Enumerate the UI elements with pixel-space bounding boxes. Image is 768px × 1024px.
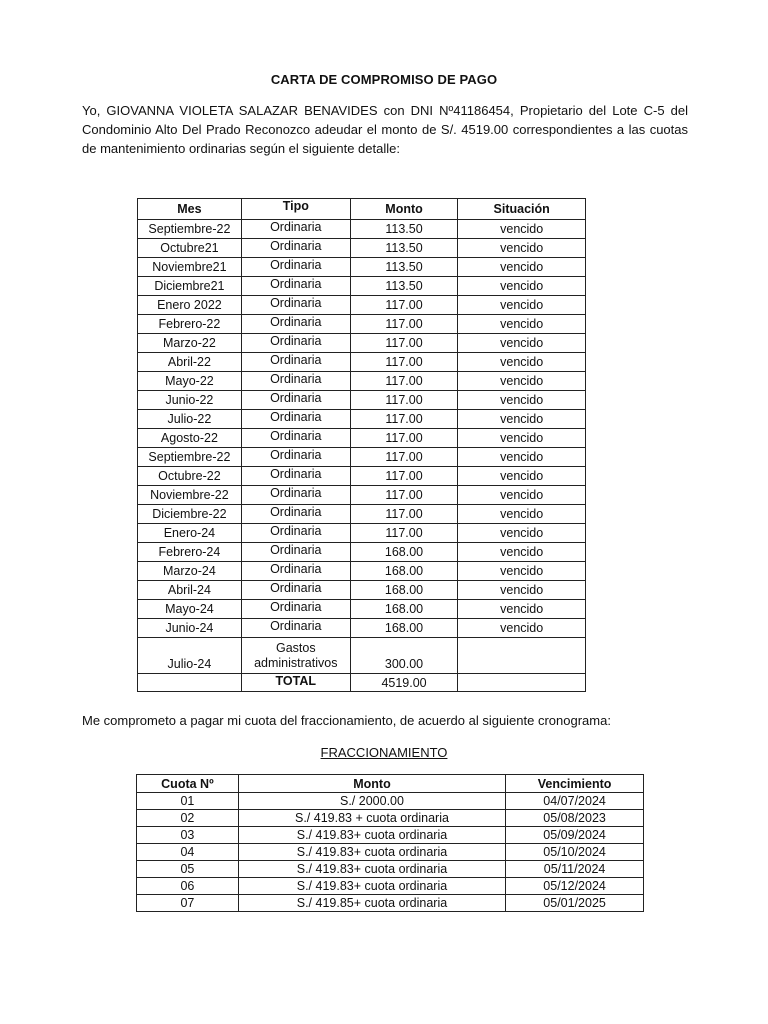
situacion-cell: vencido [458, 619, 586, 638]
monto-cell: 117.00 [350, 296, 458, 315]
vencimiento-cell: 05/11/2024 [506, 861, 644, 878]
table-row [138, 429, 586, 448]
table-row [137, 878, 644, 895]
monto-cell: 168.00 [350, 600, 458, 619]
situacion-cell: vencido [458, 334, 586, 353]
total-label: TOTAL [241, 674, 350, 692]
gastos-row [138, 638, 586, 674]
vencimiento-cell: 05/01/2025 [506, 895, 644, 912]
situacion-cell: vencido [458, 315, 586, 334]
vencimiento-cell: 05/09/2024 [506, 827, 644, 844]
tipo-cell: Ordinaria [241, 600, 350, 619]
monto-cell: S./ 2000.00 [238, 793, 505, 810]
mes-cell: Diciembre-22 [138, 505, 242, 524]
situacion-cell: vencido [458, 410, 586, 429]
situacion-cell: vencido [458, 220, 586, 239]
mes-cell: Octubre-22 [138, 467, 242, 486]
schedule-title: FRACCIONAMIENTO [320, 745, 448, 760]
situacion-cell: vencido [458, 277, 586, 296]
situacion-cell: vencido [458, 505, 586, 524]
mes-cell: Septiembre-22 [138, 448, 242, 467]
monto-cell: 117.00 [350, 410, 458, 429]
tipo-cell: Ordinaria [241, 391, 350, 410]
situacion-cell: vencido [458, 372, 586, 391]
total-row [138, 674, 586, 692]
schedule-table-body [137, 793, 644, 912]
table-row [137, 827, 644, 844]
mes-cell: Febrero-22 [138, 315, 242, 334]
monto-cell: 113.50 [350, 277, 458, 296]
monto-cell: 117.00 [350, 353, 458, 372]
table-row [138, 505, 586, 524]
total-empty-cell-2 [458, 674, 586, 692]
table-row [138, 220, 586, 239]
header-vencimiento: Vencimiento [506, 775, 644, 793]
situacion-cell: vencido [458, 239, 586, 258]
tipo-cell: Ordinaria [241, 543, 350, 562]
tipo-cell: Ordinaria [241, 410, 350, 429]
detail-header-row [138, 199, 586, 220]
table-row [137, 793, 644, 810]
total-empty-cell [138, 674, 242, 692]
table-row [138, 448, 586, 467]
mes-cell: Junio-24 [138, 619, 242, 638]
cuota-cell: 02 [137, 810, 239, 827]
situacion-cell: vencido [458, 581, 586, 600]
table-row [137, 810, 644, 827]
cuota-cell: 05 [137, 861, 239, 878]
vencimiento-cell: 05/12/2024 [506, 878, 644, 895]
monto-cell: 168.00 [350, 562, 458, 581]
tipo-cell: Ordinaria [241, 277, 350, 296]
situacion-cell: vencido [458, 296, 586, 315]
header-cuota: Cuota Nº [137, 775, 239, 793]
cuota-cell: 07 [137, 895, 239, 912]
situacion-cell: vencido [458, 429, 586, 448]
situacion-cell: vencido [458, 353, 586, 372]
table-row [137, 861, 644, 878]
monto-cell: S./ 419.85+ cuota ordinaria [238, 895, 505, 912]
mes-cell: Enero-24 [138, 524, 242, 543]
monto-cell: 117.00 [350, 524, 458, 543]
table-row [138, 334, 586, 353]
tipo-cell: Ordinaria [241, 486, 350, 505]
gastos-monto: 300.00 [350, 638, 458, 674]
schedule-header-row [137, 775, 644, 793]
table-row [138, 600, 586, 619]
monto-cell: 113.50 [350, 220, 458, 239]
table-row [137, 844, 644, 861]
mes-cell: Abril-24 [138, 581, 242, 600]
header-mes: Mes [138, 199, 242, 220]
tipo-cell: Ordinaria [241, 353, 350, 372]
monto-cell: 117.00 [350, 505, 458, 524]
table-row [138, 562, 586, 581]
monto-cell: 168.00 [350, 543, 458, 562]
situacion-cell: vencido [458, 524, 586, 543]
tipo-cell: Ordinaria [241, 429, 350, 448]
situacion-cell: vencido [458, 486, 586, 505]
situacion-cell: vencido [458, 391, 586, 410]
gastos-tipo-line2: administrativos [254, 655, 338, 670]
monto-cell: 113.50 [350, 239, 458, 258]
table-row [138, 486, 586, 505]
mes-cell: Diciembre21 [138, 277, 242, 296]
mes-cell: Noviembre21 [138, 258, 242, 277]
installment-schedule-table [136, 774, 644, 912]
tipo-cell: Ordinaria [241, 581, 350, 600]
mes-cell: Marzo-24 [138, 562, 242, 581]
tipo-cell: Ordinaria [241, 315, 350, 334]
table-row [138, 581, 586, 600]
monto-cell: 117.00 [350, 467, 458, 486]
gastos-tipo-line1: Gastos [275, 640, 316, 655]
monto-cell: 117.00 [350, 391, 458, 410]
monto-cell: S./ 419.83+ cuota ordinaria [238, 878, 505, 895]
monto-cell: S./ 419.83+ cuota ordinaria [238, 844, 505, 861]
cuota-cell: 06 [137, 878, 239, 895]
monto-cell: S./ 419.83+ cuota ordinaria [238, 861, 505, 878]
situacion-cell: vencido [458, 467, 586, 486]
table-row [138, 296, 586, 315]
monto-cell: 168.00 [350, 581, 458, 600]
vencimiento-cell: 05/08/2023 [506, 810, 644, 827]
table-row [138, 258, 586, 277]
monto-cell: 113.50 [350, 258, 458, 277]
tipo-cell: Ordinaria [241, 562, 350, 581]
tipo-cell: Ordinaria [241, 372, 350, 391]
table-row [138, 467, 586, 486]
table-row [137, 895, 644, 912]
tipo-cell: Ordinaria [241, 505, 350, 524]
mes-cell: Noviembre-22 [138, 486, 242, 505]
tipo-cell: Ordinaria [241, 258, 350, 277]
table-row [138, 353, 586, 372]
situacion-cell: vencido [458, 600, 586, 619]
situacion-cell: vencido [458, 543, 586, 562]
intro-paragraph: Yo, GIOVANNA VIOLETA SALAZAR BENAVIDES con DNI Nº41186454, Propietario del Lote C-5 del Condominio Alto Del Prado Reconozco adeudar el monto de S/. 4519.00 correspondientes a las cuotas de mantenimiento ordinarias según el siguiente detalle: [82, 103, 688, 156]
monto-cell: 117.00 [350, 486, 458, 505]
header-monto: Monto [350, 199, 458, 220]
gastos-situacion [458, 638, 586, 674]
table-row [138, 619, 586, 638]
monto-cell: 168.00 [350, 619, 458, 638]
tipo-cell: Ordinaria [241, 524, 350, 543]
tipo-cell: Ordinaria [241, 296, 350, 315]
monto-cell: 117.00 [350, 334, 458, 353]
monto-cell: S./ 419.83+ cuota ordinaria [238, 827, 505, 844]
commitment-text: Me comprometo a pagar mi cuota del fraccionamiento, de acuerdo al siguiente cronograma: [82, 713, 611, 728]
monto-cell: 117.00 [350, 448, 458, 467]
mes-cell: Febrero-24 [138, 543, 242, 562]
detail-table-body [138, 220, 586, 638]
mes-cell: Mayo-24 [138, 600, 242, 619]
table-row [138, 277, 586, 296]
situacion-cell: vencido [458, 448, 586, 467]
header-situacion: Situación [458, 199, 586, 220]
monto-cell: 117.00 [350, 429, 458, 448]
table-row [138, 315, 586, 334]
tipo-cell: Ordinaria [241, 448, 350, 467]
tipo-cell: Ordinaria [241, 239, 350, 258]
cuota-cell: 01 [137, 793, 239, 810]
tipo-cell: Ordinaria [241, 619, 350, 638]
mes-cell: Septiembre-22 [138, 220, 242, 239]
monto-cell: S./ 419.83 + cuota ordinaria [238, 810, 505, 827]
mes-cell: Mayo-22 [138, 372, 242, 391]
cuota-cell: 04 [137, 844, 239, 861]
tipo-cell: Ordinaria [241, 220, 350, 239]
situacion-cell: vencido [458, 258, 586, 277]
mes-cell: Junio-22 [138, 391, 242, 410]
tipo-cell: Ordinaria [241, 467, 350, 486]
table-row [138, 410, 586, 429]
mes-cell: Julio-22 [138, 410, 242, 429]
gastos-mes: Julio-24 [138, 638, 242, 674]
monto-cell: 117.00 [350, 372, 458, 391]
table-row [138, 391, 586, 410]
mes-cell: Abril-22 [138, 353, 242, 372]
monto-cell: 117.00 [350, 315, 458, 334]
document-title: CARTA DE COMPROMISO DE PAGO [270, 72, 498, 87]
mes-cell: Enero 2022 [138, 296, 242, 315]
table-row [138, 543, 586, 562]
tipo-cell: Ordinaria [241, 334, 350, 353]
situacion-cell: vencido [458, 562, 586, 581]
mes-cell: Agosto-22 [138, 429, 242, 448]
debt-detail-table [137, 198, 586, 692]
mes-cell: Marzo-22 [138, 334, 242, 353]
cuota-cell: 03 [137, 827, 239, 844]
total-value: 4519.00 [350, 674, 458, 692]
mes-cell: Octubre21 [138, 239, 242, 258]
table-row [138, 372, 586, 391]
header-monto: Monto [238, 775, 505, 793]
table-row [138, 524, 586, 543]
vencimiento-cell: 05/10/2024 [506, 844, 644, 861]
gastos-tipo [241, 638, 350, 674]
vencimiento-cell: 04/07/2024 [506, 793, 644, 810]
header-tipo: Tipo [241, 199, 350, 220]
table-row [138, 239, 586, 258]
